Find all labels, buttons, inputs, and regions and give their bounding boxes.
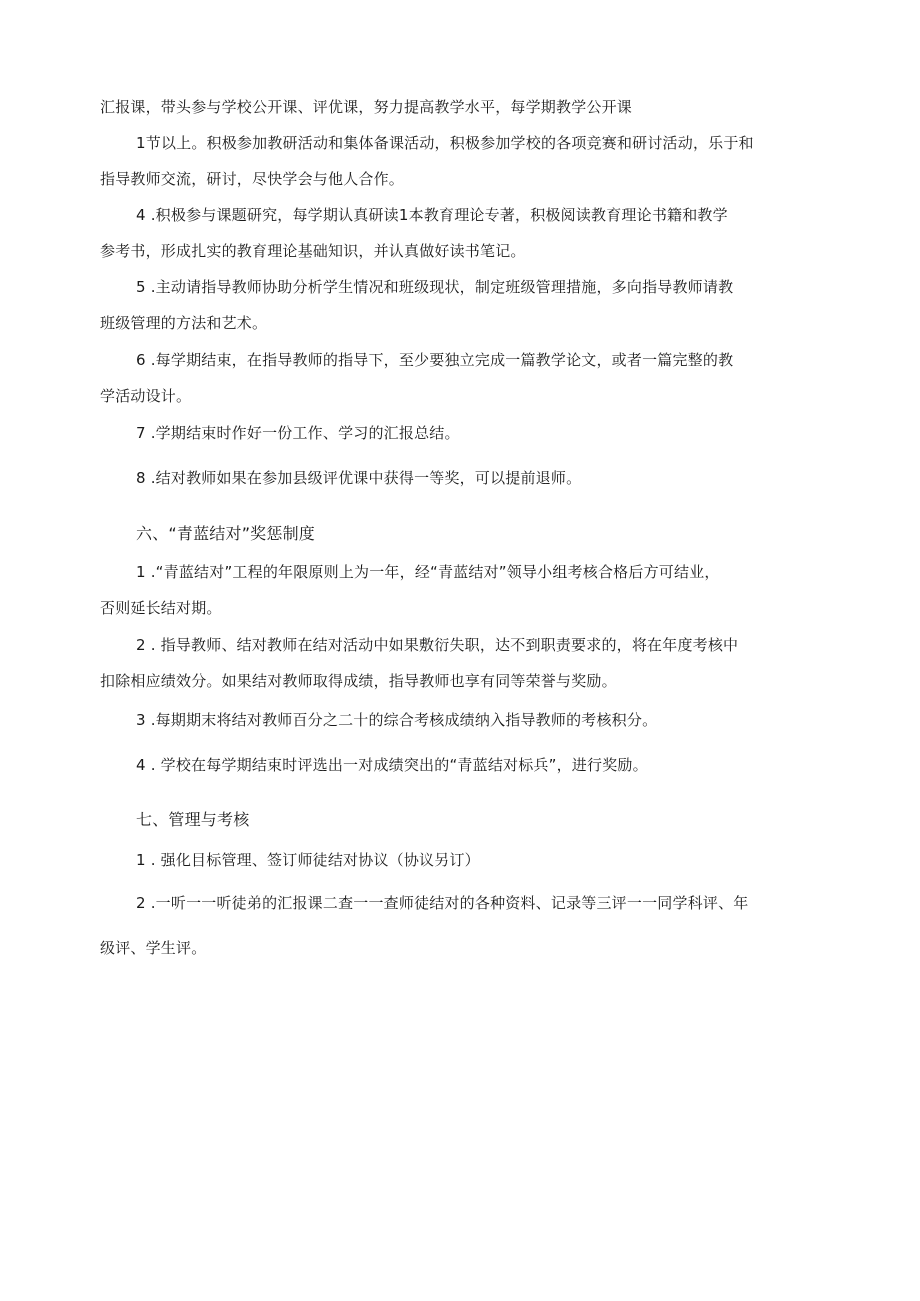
- paragraph-line: 级评、学生评。: [100, 939, 207, 957]
- paragraph-line: 否则延长结对期。: [100, 599, 222, 617]
- paragraph-line: 学活动设计。: [100, 387, 192, 405]
- section-6-item-4: 4 . 学校在每学期结束时评选出一对成绩突出的“青蓝结对标兵”，进行奖励。: [136, 756, 648, 774]
- list-item-8: 8 .结对教师如果在参加县级评优课中获得一等奖，可以提前退师。: [136, 469, 582, 487]
- section-7-item-2: 2 .一听一一听徒弟的汇报课二查一一查师徒结对的各种资料、记录等三评一一同学科评、年: [136, 894, 749, 912]
- paragraph-line: 参考书，形成扎实的教育理论基础知识，并认真做好读书笔记。: [100, 242, 526, 260]
- paragraph-line: 扣除相应绩效分。如果结对教师取得成绩，指导教师也享有同等荣誉与奖励。: [100, 672, 617, 690]
- paragraph-line: 班级管理的方法和艺术。: [100, 314, 268, 332]
- section-6-heading: 六、“青蓝结对”奖惩制度: [136, 524, 315, 543]
- list-item-5: 5 .主动请指导教师协助分析学生情况和班级现状，制定班级管理措施，多向指导教师请教: [136, 278, 734, 296]
- paragraph-line: 汇报课，带头参与学校公开课、评优课，努力提高教学水平，每学期教学公开课: [100, 98, 633, 116]
- section-6-item-1: 1 .“青蓝结对”工程的年限原则上为一年，经“青蓝结对”领导小组考核合格后方可结业，: [136, 563, 720, 581]
- section-6-item-3: 3 .每期期末将结对教师百分之二十的综合考核成绩纳入指导教师的考核积分。: [136, 711, 658, 729]
- list-item-6: 6 .每学期结束，在指导教师的指导下，至少要独立完成一篇教学论文，或者一篇完整的教: [136, 351, 734, 369]
- list-item-7: 7 .学期结束时作好一份工作、学习的汇报总结。: [136, 424, 460, 442]
- list-item-4: 4 .积极参与课题研究，每学期认真研读1本教育理论专著，积极阅读教育理论书籍和教学: [136, 206, 728, 224]
- section-7-heading: 七、管理与考核: [136, 810, 250, 829]
- section-7-item-1: 1 . 强化目标管理、签订师徒结对协议（协议另订）: [136, 851, 480, 869]
- paragraph-line: 1节以上。积极参加教研活动和集体备课活动，积极参加学校的各项竞赛和研讨活动，乐于和: [136, 134, 754, 152]
- section-6-item-2: 2 . 指导教师、结对教师在结对活动中如果敷衍失职，达不到职责要求的，将在年度考核中: [136, 636, 739, 654]
- paragraph-line: 指导教师交流，研讨，尽快学会与他人合作。: [100, 170, 405, 188]
